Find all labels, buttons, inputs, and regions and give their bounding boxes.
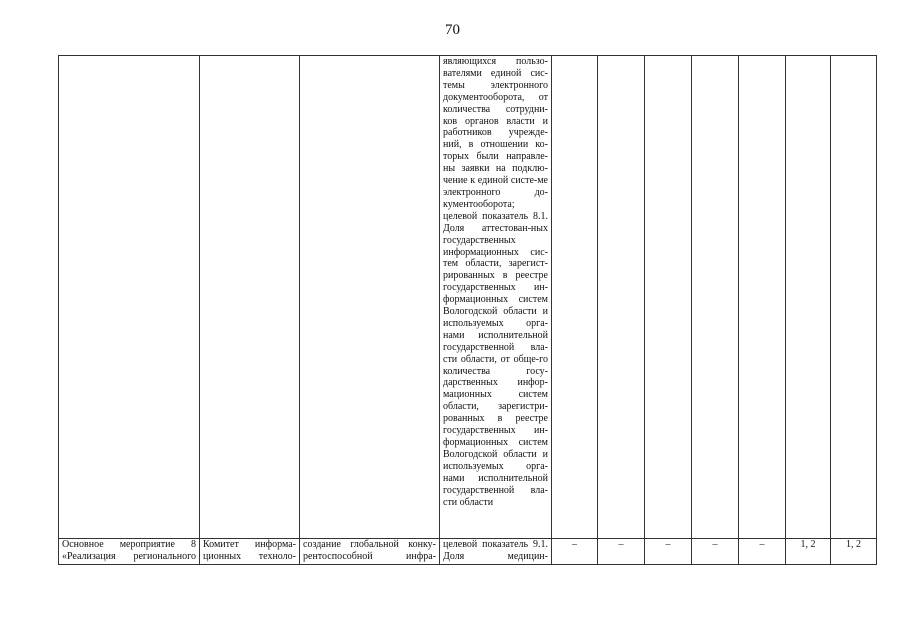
cell-empty	[598, 56, 645, 539]
indicator-cell: целевой показатель 9.1. Доля медицин-	[440, 539, 552, 565]
value-cell: –	[552, 539, 598, 565]
value-cell: –	[645, 539, 692, 565]
goal-cell: создание глобальной конку-рентоспособной инфра-	[300, 539, 440, 565]
cell-empty	[552, 56, 598, 539]
cell-empty	[200, 56, 300, 539]
value-cell: –	[692, 539, 739, 565]
page-number: 70	[445, 22, 460, 38]
event-name-cell: Основное мероприятие 8 «Реализация регионального	[59, 539, 200, 565]
executor-cell: Комитет информа-ционных техноло-	[200, 539, 300, 565]
value-cell: 1, 2	[786, 539, 831, 565]
cell-empty	[739, 56, 786, 539]
cell-empty	[300, 56, 440, 539]
value-cell: –	[598, 539, 645, 565]
cell-empty	[692, 56, 739, 539]
indicator-cell: являющихся пользо-вателями единой сис-темы электронного документооборота, от количества сотрудни-ков органов власти и работников учрежде-ний, в отношении ко-торых были направле-ны заявки на подклю-чение к единой систе-ме электронного до-кументооборота; целевой показатель 8.1. Доля аттестован-ных государственных информационных сис-тем области, зарегист-рированных в реестре государственных ин-формационных систем Вологодской области и используемых орга-нами исполнительной государственной вла-сти области, от обще-го количества госу-дарственных инфор-мационных систем области, зарегистри-рованных в реестре государственных ин-формационных систем Вологодской области и используемых орга-нами исполнительной государственной вла-сти области	[440, 56, 552, 539]
table-row	[59, 539, 877, 565]
program-table	[58, 55, 877, 565]
cell-empty	[831, 56, 877, 539]
table-row	[59, 56, 877, 539]
cell-empty	[786, 56, 831, 539]
value-cell: 1, 2	[831, 539, 877, 565]
cell-empty	[645, 56, 692, 539]
value-cell: –	[739, 539, 786, 565]
cell-empty	[59, 56, 200, 539]
